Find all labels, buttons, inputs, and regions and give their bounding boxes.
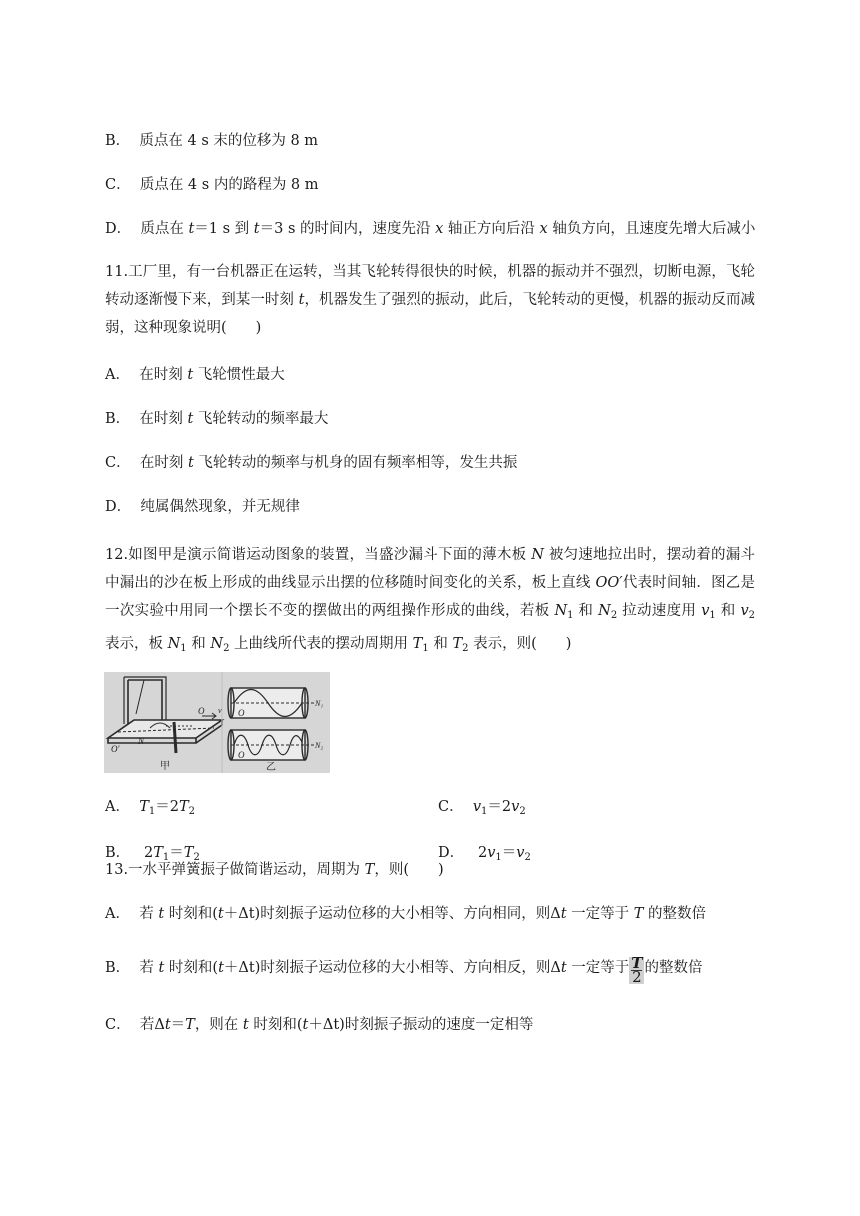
q13-option-a: A． 若 t 时刻和(t＋Δt)时刻振子运动位移的大小相等、方向相同，则Δt 一定等于 T 的整数倍 (105, 906, 707, 922)
q11-option-d: D． 纯属偶然现象，并无规律 (105, 499, 300, 515)
fig-label-O-lower: O (238, 750, 245, 760)
q13-stem: 13.一水平弹簧振子做简谐运动，周期为 T，则( ) (105, 862, 444, 878)
fig-label-N: N (138, 736, 145, 746)
q10-option-b: B． 质点在 4 s 末的位移为 8 m (105, 133, 319, 149)
fig-label-jia: 甲 (160, 761, 170, 772)
pendulum-figure-drawing (104, 672, 330, 773)
fig-label-O-upper: O (238, 708, 245, 718)
q11-option-c: C． 在时刻 t 飞轮转动的频率与机身的固有频率相等，发生共振 (105, 455, 518, 471)
q13-option-c: C． 若Δt＝T，则在 t 时刻和(t＋Δt)时刻振子振动的速度一定相等 (105, 1017, 534, 1033)
q12-stem: 12.如图甲是演示简谐运动图象的装置，当盛沙漏斗下面的薄木板 N 被匀速地拉出时，摆动着的漏斗中漏出的沙在板上形成的曲线显示出摆的位移随时间变化的关系，板上直线 OO′代表时间轴．图乙是一次实验中用同一个摆长不变的摆做出的两组操作形成的曲线，若板 $N_1$ 和 $N_2$ 拉动速度用 $v_1$ 和 $v_2$ 表示，板 $N_1$ 和 $N_2$ 上曲线所代表的摆动周期用 $T_1$ 和 $T_2$ 表示，则( ) (105, 547, 756, 654)
q11-option-b: B． 在时刻 t 飞轮转动的频率最大 (105, 411, 329, 427)
q12-option-b: B． $2T_1=T_2$ (105, 845, 200, 863)
fraction-t-over-2: $\frac{T}{2}$ (631, 954, 643, 986)
fig-label-N1: N₁ (315, 699, 324, 708)
q10-option-d: D． 质点在 t＝1 s 到 t＝3 s 的时间内，速度先沿 x 轴正方向后沿 x 轴负方向，且速度先增大后减小 (105, 221, 756, 237)
q12-option-a: A． $T_1=2T_2$ (105, 799, 196, 817)
fig-label-N2: N₂ (315, 741, 324, 750)
q13-option-b: B． 若 t 时刻和(t＋Δt)时刻振子运动位移的大小相等、方向相反，则Δt 一定等于 $\frac{T}{2}$ 的整数倍 (105, 954, 703, 986)
fig-label-O: O (198, 706, 205, 716)
fig-label-yi: 乙 (266, 762, 276, 773)
q12-option-d: D． $2v_1=v_2$ (438, 845, 531, 863)
fig-label-O-prime: O′ (111, 744, 120, 754)
q11-option-a: A． 在时刻 t 飞轮惯性最大 (105, 367, 285, 383)
q12-option-c: C． $v_1=2v_2$ (438, 799, 526, 817)
q11-stem: 11.工厂里，有一台机器正在运转，当其飞轮转得很快的时候，机器的振动并不强烈，切断电源，飞轮转动逐渐慢下来，到某一时刻 t，机器发生了强烈的振动，此后，飞轮转动的更慢，机器的振动反而减弱，这种现象说明( ) (105, 264, 756, 336)
pendulum-figure (104, 672, 330, 773)
q10-option-c: C． 质点在 4 s 内的路程为 8 m (105, 177, 319, 193)
fig-label-v: v (218, 706, 222, 715)
